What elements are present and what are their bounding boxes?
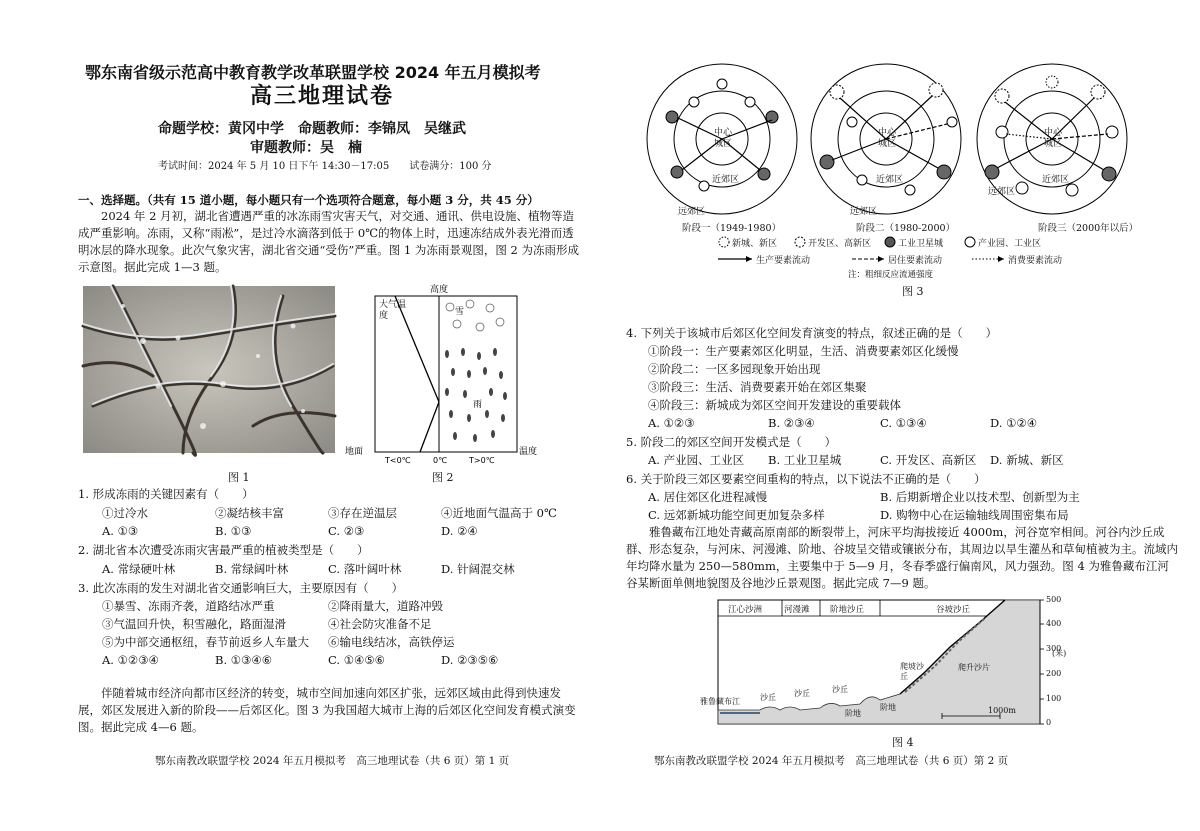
fig4-ytick: 100: [1046, 694, 1062, 703]
q1-opt: ③存在逆温层: [328, 506, 397, 520]
fig3-far-1: 远郊区: [678, 207, 706, 217]
q6-choice-a[interactable]: A. 居住郊区化进程减慢: [648, 490, 768, 504]
q4-opt: ①阶段一：生产要素郊区化明显，生活、消费要素郊区化缓慢: [648, 344, 959, 358]
q3-choice-d[interactable]: D. ②③⑤⑥: [441, 653, 499, 667]
q3-opt: ②降雨量大，道路冲毁: [328, 599, 443, 613]
q1-choice-d[interactable]: D. ②④: [441, 524, 478, 538]
fig4-label-terrace-1: 阶地: [845, 709, 861, 718]
fig2-t-low: T<0℃: [385, 456, 411, 465]
q3-choice-c[interactable]: C. ①④⑤⑥: [328, 653, 385, 667]
q4-opt: ④阶段三：新城成为郊区空间开发建设的重要载体: [648, 398, 901, 412]
q3-choice-a[interactable]: A. ①②③④: [102, 653, 159, 667]
fig4-ytick: 500: [1046, 595, 1062, 604]
fig2-rain-label: 雨: [473, 400, 483, 410]
section1-intro: 2024 年 2 月初，湖北省遭遇严重的冰冻雨雪灾害天气，对交通、通讯、供电设施、植物等造成严重影响。冻雨，又称“雨凇”，是过冷水滴落到低于 0℃的物体上时，迅速冻结成外表光滑而透明冰层的降水现象。此次气象灾害，湖北省交通“受伤”严重。图 1 为冻雨景观图，图 2 为冻雨形成示意图。据此完成 1—3 题。: [78, 209, 580, 274]
fig3-legend-note: 注：粗细反应流通强度: [848, 270, 934, 280]
fig3-stage-1: 阶段一（1949-1980）: [682, 223, 782, 234]
q4-choice-c[interactable]: C. ①③④: [880, 416, 927, 430]
q2-stem: 2. 湖北省本次遭受冻雨灾害最严重的植被类型是（ ）: [78, 543, 369, 557]
section2-intro: 伴随着城市经济向都市区经济的转变，城市空间加速向郊区扩张，远郊区域由此得到快速发展，郊区发展进入新的阶段——后郊区化。图 3 为我国超大城市上海的后郊区化空间发育模式演变图。据此完成 4—6 题。: [78, 686, 576, 734]
setters-line: 命题学校：黄冈中学 命题教师：李锦凤 吴继武: [158, 121, 466, 137]
q3-opt: ③气温回升快，积雪融化，路面湿滑: [102, 617, 286, 631]
fig3-center-1: 中心城区: [713, 128, 732, 149]
fig4-ytick: 0: [1046, 718, 1052, 727]
fig3-legend-satellite: 工业卫星城: [898, 239, 944, 249]
fig3-near-1: 近郊区: [712, 175, 740, 185]
q6-choice-c[interactable]: C. 远郊新城功能空间更加复杂多样: [648, 508, 825, 522]
fig2-caption: 图 2: [432, 471, 454, 484]
fig3-far-3: 远郊区: [988, 187, 1016, 197]
fig3-diagram: [622, 62, 1182, 302]
fig4-label-terrace-2: 阶地: [880, 703, 896, 712]
q5-stem: 5. 阶段二的郊区空间开发模式是（ ）: [626, 435, 837, 449]
q3-opt: ⑥输电线结冰，高铁停运: [328, 635, 455, 649]
q1-choice-c[interactable]: C. ②③: [328, 524, 365, 538]
q5-choice-c[interactable]: C. 开发区、高新区: [880, 453, 977, 467]
reviewer-line: 审题教师：吴 楠: [250, 140, 362, 156]
fig4-zone-sandbar: 江心沙洲: [728, 605, 763, 615]
q1-opt: ①过冷水: [102, 506, 148, 520]
q2-choice-c[interactable]: C. 落叶阔叶林: [328, 562, 402, 576]
fig4-label-dune-1: 沙丘: [760, 693, 776, 702]
q1-opt: ②凝结核丰富: [215, 506, 284, 520]
q1-choice-b[interactable]: B. ①③: [215, 524, 252, 538]
q1-opt: ④近地面气温高于 0℃: [441, 506, 557, 520]
fig4-yaxis-label: (米): [1052, 649, 1067, 658]
fig4-label-river: 雅鲁藏布江: [700, 697, 740, 706]
page-2: [600, 0, 1200, 831]
section3-intro: 雅鲁藏布江地处青藏高原南部的断裂带上，河床平均海拔接近 4000m，河谷宽窄相间。河谷内沙丘成群、形态复杂，与河床、河漫滩、阶地、谷坡呈交错或镶嵌分布，其周边以旱生灌丛和草甸植被为主。流域内年均降水量为 250—580mm，主要集中于 5—9 月，冬春季盛行偏南风，风力强劲。图 4 为雅鲁藏布江河谷某断面单侧地貌图及谷地沙丘景观图。据此完成 7—9 题。: [626, 525, 1178, 590]
q4-choice-b[interactable]: B. ②③④: [768, 416, 815, 430]
fig4-label-dune-3: 沙丘: [832, 685, 848, 694]
fig3-stage-2: 阶段二（1980-2000）: [856, 223, 956, 234]
fig4-zone-slope-dune: 谷坡沙丘: [936, 605, 971, 615]
fig2-ground-label: 地面: [345, 447, 364, 457]
q3-opt: ④社会防灾准备不足: [328, 617, 432, 631]
q6-choice-d[interactable]: D. 购物中心在运输轴线周围密集布局: [880, 508, 1069, 522]
fig3-legend-residence: 居住要素流动: [888, 256, 943, 266]
q3-opt: ⑤为中部交通枢纽，春节前返乡人车量大: [102, 635, 309, 649]
section1-heading: 一、选择题。（共有 15 道小题，每小题只有一个选项符合题意，每小题 3 分，共 45 分）: [78, 193, 539, 207]
fig2-temp-axis: 温度: [519, 447, 538, 457]
q1-choice-a[interactable]: A. ①③: [102, 524, 139, 538]
fig3-far-2: 远郊区: [850, 207, 878, 217]
fig2-diagram: [345, 282, 538, 467]
q2-choice-a[interactable]: A. 常绿硬叶林: [102, 562, 176, 576]
exam-title: 鄂东南省级示范高中教育教学改革联盟学校 2024 年五月模拟考: [85, 63, 541, 82]
fig2-snow-label: 雪: [455, 307, 465, 317]
fig3-caption: 图 3: [902, 285, 924, 298]
q2-choice-d[interactable]: D. 针阔混交林: [441, 562, 515, 576]
fig4-scale: 1000m: [988, 706, 1016, 715]
fig3-center-2: 中心城区: [877, 128, 896, 149]
q4-choice-d[interactable]: D. ①②④: [990, 416, 1038, 430]
fig1-freezing-rain-photo: [83, 286, 335, 453]
fig1-caption: 图 1: [228, 471, 250, 484]
subject-title: 高三地理试卷: [250, 84, 395, 109]
fig4-zone-floodplain: 河漫滩: [784, 605, 810, 615]
q4-opt: ③阶段三：生活、消费要素开始在郊区集聚: [648, 380, 867, 394]
exam-info: 考试时间：2024 年 5 月 10 日下午 14:30－17:05 试卷满分：100 分: [158, 161, 492, 172]
fig4-label-climbing-sheet: 爬升沙片: [958, 663, 990, 672]
fig4-ytick: 200: [1046, 669, 1062, 678]
fig2-air-temp-label: 大气温度: [379, 300, 407, 321]
q4-stem: 4. 下列关于该城市后郊区化空间发育演变的特点，叙述正确的是（ ）: [626, 326, 998, 340]
q5-choice-b[interactable]: B. 工业卫星城: [768, 453, 842, 467]
fig3-legend-industrial: 产业园、工业区: [978, 239, 1042, 249]
fig3-stage-3: 阶段三（2000年以后）: [1038, 223, 1139, 234]
fig3-center-3: 中心城区: [1043, 128, 1062, 149]
fig3-legend-production: 生产要素流动: [756, 256, 811, 266]
fig4-caption: 图 4: [892, 736, 914, 749]
footer-page-1: 鄂东南教改联盟学校 2024 年五月模拟考 高三地理试卷（共 6 页）第 1 页: [155, 755, 510, 767]
q3-opt: ①暴雪、冻雨齐袭，道路结冰严重: [102, 599, 275, 613]
fig2-t-high: T>0℃: [469, 456, 495, 465]
q3-choice-b[interactable]: B. ①③④⑥: [215, 653, 273, 667]
q4-choice-a[interactable]: A. ①②③: [648, 416, 695, 430]
fig3-legend-dev-zone: 开发区、高新区: [808, 239, 872, 249]
q5-choice-a[interactable]: A. 产业园、工业区: [648, 453, 745, 467]
fig3-near-3: 近郊区: [1042, 175, 1070, 185]
q5-choice-d[interactable]: D. 新城、新区: [990, 453, 1064, 467]
q3-stem: 3. 此次冻雨的发生对湖北省交通影响巨大，主要原因有（ ）: [78, 581, 404, 595]
fig3-legend-consumption: 消费要素流动: [1008, 256, 1063, 266]
fig4-label-dune-2: 沙丘: [794, 689, 810, 698]
q6-stem: 6. 关于阶段三郊区要素空间重构的特点，以下说法不正确的是（ ）: [626, 472, 986, 486]
q2-choice-b[interactable]: B. 常绿阔叶林: [215, 562, 289, 576]
fig4-ytick: 300: [1046, 644, 1062, 653]
footer-page-2: 鄂东南教改联盟学校 2024 年五月模拟考 高三地理试卷（共 6 页）第 2 页: [654, 755, 1009, 767]
fig4-label-climbing-dune: 爬坡沙丘: [900, 662, 924, 681]
fig4-diagram: [700, 592, 1070, 732]
fig4-ytick: 400: [1046, 619, 1062, 628]
fig3-near-2: 近郊区: [876, 175, 904, 185]
fig2-height-label: 高度: [430, 285, 449, 295]
fig4-zone-terrace-dune: 阶地沙丘: [830, 605, 865, 615]
fig3-legend-new-city: 新城、新区: [732, 239, 778, 249]
q4-opt: ②阶段二：一区多园现象开始出现: [648, 362, 821, 376]
fig2-t-zero: 0℃: [433, 456, 448, 465]
q6-choice-b[interactable]: B. 后期新增企业以技术型、创新型为主: [880, 490, 1080, 504]
q1-stem: 1. 形成冻雨的关键因素有（ ）: [78, 487, 254, 501]
